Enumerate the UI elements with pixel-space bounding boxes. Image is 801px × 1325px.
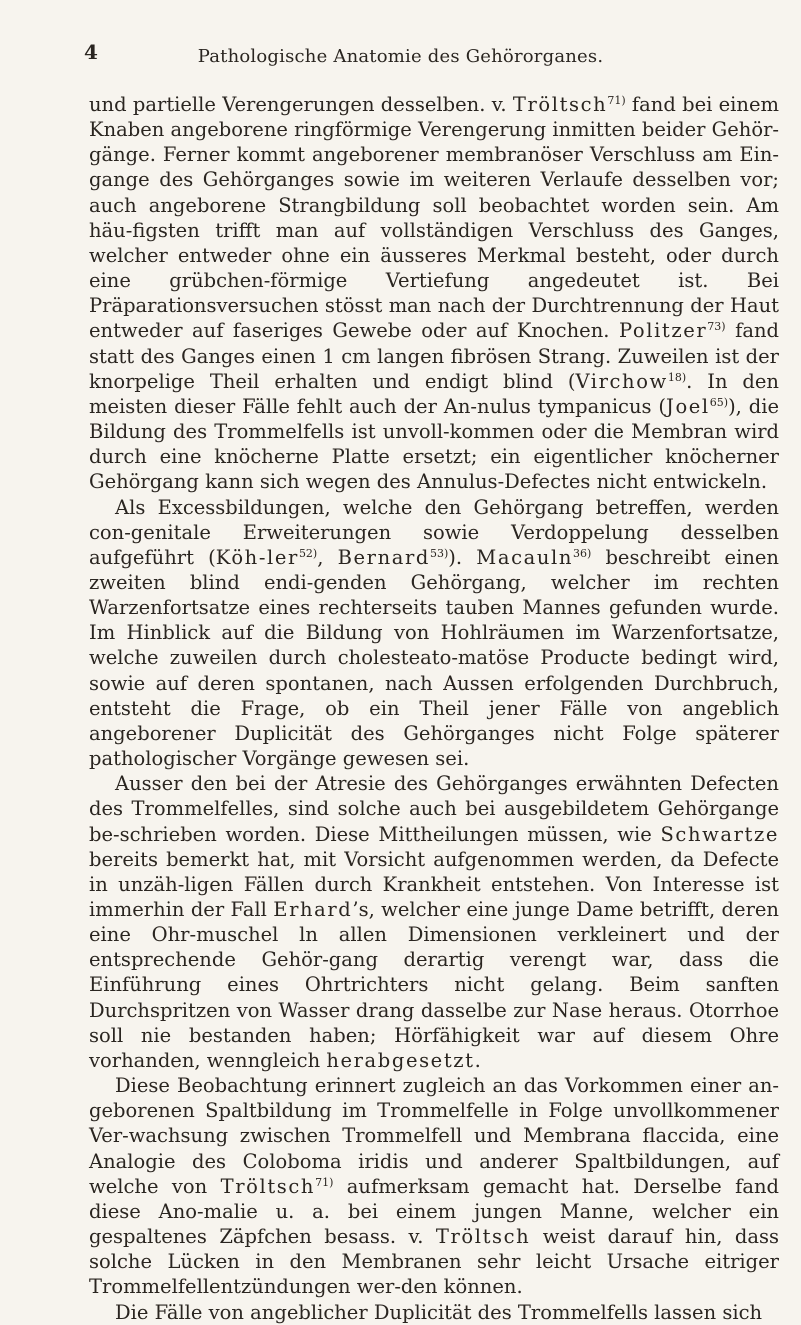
text-run: Die Fälle von angeblicher Duplicität des Trommelfells lassen sich <box>115 1300 763 1324</box>
paragraph <box>89 495 779 772</box>
author-name: Erhard <box>273 898 353 921</box>
text-run: bereits bemerkt hat, mit Vorsicht aufgenommen werden, da Defecte in unzäh-ligen Fällen durch Krankheit entstehen. Von Interesse ist immerhin der Fall <box>89 847 779 921</box>
text-run: weist darauf hin, dass solche Lücken in den Membranen sehr leicht Ursache eitriger Trommelfellentzündungen wer-den können. <box>89 1225 779 1299</box>
body-text <box>89 92 779 1325</box>
text-run: . <box>474 1048 481 1072</box>
text-run: fand bei einem Knaben angeborene ringförmige Verengerung inmitten beider Gehör-gänge. Ferner kommt angeborener membranöser Verschluss am Ein-gange des Gehörganges sowie im weiteren Verlaufe desselben vor; auch angeborene Strangbildung soll beobachtet worden sein. Am häu-figsten trifft man auf vollständigen Verschluss des Ganges, welcher entweder ohne ein äusseres Merkmal besteht, oder durch eine grübchen-förmige Vertiefung angedeutet ist. Bei Präparationsversuchen stösst man nach der Durchtrennung der Haut entweder auf faseriges Gewebe oder auf Knochen. <box>89 93 779 343</box>
paragraph <box>89 771 779 1073</box>
running-title: Pathologische Anatomie des Gehörorganes. <box>197 46 604 67</box>
author-name: herabgesetzt <box>326 1048 475 1072</box>
author-name: Politzer <box>618 319 708 343</box>
author-name: Tröltsch <box>435 1225 531 1249</box>
text-run: fand statt des Ganges einen 1 cm langen fibrösen Strang. Zuweilen ist der knorpelige Theil erhalten und endigt blind ( <box>89 319 779 393</box>
text-run: aufmerksam gemacht hat. Derselbe fand diese Ano-malie u. a. bei einem jungen Manne, welcher ein gespaltenes Zäpfchen besass. v. <box>89 1174 779 1249</box>
footnote-reference: 53) <box>430 546 449 560</box>
footnote-reference: 73) <box>707 320 726 334</box>
text-run: ), die Bildung des Trommelfells ist unvoll-kommen oder die Membran wird durch eine knöcherne Platte ersetzt; ein eigentlicher knöcherner Gehörgang kann sich wegen des Annulus-Defectes nicht entwickeln. <box>89 394 779 494</box>
paragraph <box>89 1300 779 1325</box>
text-run: und partielle Verengerungen desselben. v. <box>89 93 513 116</box>
footnote-reference: 36) <box>572 546 592 560</box>
author-name: Bernard <box>337 545 430 569</box>
text-run: Ausser den bei der Atresie des Gehörganges erwähnten Defecten des Trommelfelles, sind solche auch bei ausgebildetem Gehörgange be-schrieben worden. Diese Mittheilungen müssen, wie <box>89 772 779 846</box>
footnote-reference: 52) <box>298 546 318 560</box>
text-run: Diese Beobachtung erinnert zugleich an das Vorkommen einer an-geborenen Spaltbildung im Trommelfelle in Folge unvollkommener Ver-wachsung zwischen Trommelfell und Membrana flaccida, eine Analogie des Coloboma iridis und anderer Spaltbildungen, auf welche von <box>89 1074 779 1198</box>
paragraph <box>89 1073 779 1299</box>
text-run: Als Excessbildungen, welche den Gehörgang betreffen, werden con-genitale Erweiterungen sowie Verdoppelung desselben aufgeführt ( <box>89 495 779 569</box>
page-number: 4 <box>84 40 98 64</box>
author-name: Joel <box>666 394 710 418</box>
paragraph <box>89 92 779 495</box>
text-run: . In den meisten dieser Fälle fehlt auch der An-nulus tympanicus ( <box>89 369 779 418</box>
author-name: Tröltsch <box>512 93 608 116</box>
text-run: ’s, welcher eine junge Dame betrifft, deren eine Ohr-muschel ln allen Dimensionen verkleinert und der entsprechende Gehör-gang derartig verengt war, dass die Einführung eines Ohrtrichters nicht gelang. Beim sanften Durchspritzen von Wasser drang dasselbe zur Nase heraus. Otorrhoe soll nie bestanden haben; Hörfähigkeit war auf diesem Ohre vorhanden, wenngleich <box>89 898 779 1072</box>
author-name: Virchow <box>575 369 668 393</box>
text-run: beschreibt einen zweiten blind endi-genden Gehörgang, welcher im rechten Warzenfortsatze eines rechterseits tauben Mannes gefunden wurde. Im Hinblick auf die Bildung von Hohlräumen im Warzenfortsatze, welche zuweilen durch cholesteato-matöse Producte bedingt wird, sowie auf deren spontanen, nach Aussen erfolgenden Durchbruch, entsteht die Frage, ob ein Theil jener Fälle von angeblich angeborener Duplicität des Gehörganges nicht Folge späterer pathologischer Vorgänge gewesen sei. <box>89 545 779 771</box>
author-name: Schwartze <box>660 822 779 846</box>
author-name: Tröltsch <box>220 1174 316 1198</box>
footnote-reference: 71) <box>315 1175 334 1189</box>
text-run: , <box>317 545 338 569</box>
text-run: ). <box>448 545 477 569</box>
footnote-reference: 71) <box>607 94 626 107</box>
footnote-reference: 18) <box>667 370 687 384</box>
author-name: Macauln <box>476 545 573 569</box>
footnote-reference: 65) <box>709 395 729 409</box>
author-name: Köh-ler <box>215 545 299 569</box>
